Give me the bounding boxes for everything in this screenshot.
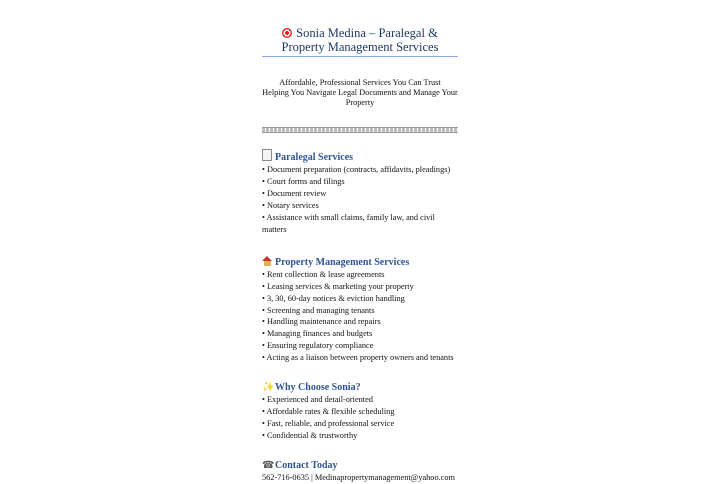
list-item: • Confidential & trustworthy [262,430,458,442]
list-item: • Assistance with small claims, family law, and civil matters [262,212,458,236]
list-item: • Document review [262,188,458,200]
divider [262,127,458,133]
property-heading: Property Management Services [275,256,410,268]
list-item: • Ensuring regulatory compliance [262,340,458,352]
contact-separator: | [311,472,313,482]
flyer-document [262,26,458,484]
section-heading [262,149,458,164]
list-item: • Affordable rates & flexible scheduling [262,406,458,418]
list-item: • Rent collection & lease agreements [262,269,458,281]
section-heading [262,256,458,269]
paralegal-list [262,164,458,235]
paralegal-heading: Paralegal Services [275,152,354,164]
property-list [262,269,458,364]
page-title [262,26,458,57]
phone-icon: ☎ [262,459,275,471]
paralegal-section [262,149,458,235]
tagline-line-2: Helping You Navigate Legal Documents and Manage Your Property [262,87,458,107]
why-list [262,394,458,442]
list-item: • Handling maintenance and repairs [262,316,458,328]
contact-heading: Contact Today [275,459,338,471]
contact-section [262,460,458,484]
why-heading: Why Choose Sonia? [275,382,361,394]
list-item: • Notary services [262,200,458,212]
list-item: • Leasing services & marketing your property [262,281,458,293]
sparkles-icon: ✨ [262,382,275,394]
list-item: • Managing finances and budgets [262,328,458,340]
list-item: • Acting as a liaison between property owners and tenants [262,352,458,364]
section-heading [262,382,458,394]
list-item: • Document preparation (contracts, affidavits, pleadings) [262,164,458,176]
page-title-text: Sonia Medina – Paralegal & Property Management Services [281,26,439,54]
contact-line [262,472,458,484]
list-item: • Fast, reliable, and professional service [262,418,458,430]
property-section [262,256,458,364]
list-item: • Court forms and filings [262,176,458,188]
target-icon [282,28,292,38]
document-icon [262,149,274,164]
phone-number: 562-716-0635 [262,472,310,482]
house-icon [262,256,274,269]
tagline-line-1: Affordable, Professional Services You Can Trust [279,78,441,87]
list-item: • 3, 30, 60-day notices & eviction handling [262,293,458,305]
section-heading [262,460,458,472]
tagline [262,78,458,107]
list-item: • Experienced and detail-oriented [262,394,458,406]
list-item: • Screening and managing tenants [262,305,458,317]
why-section [262,382,458,442]
email-address: Medinapropertymanagement@yahoo.com [314,472,455,482]
